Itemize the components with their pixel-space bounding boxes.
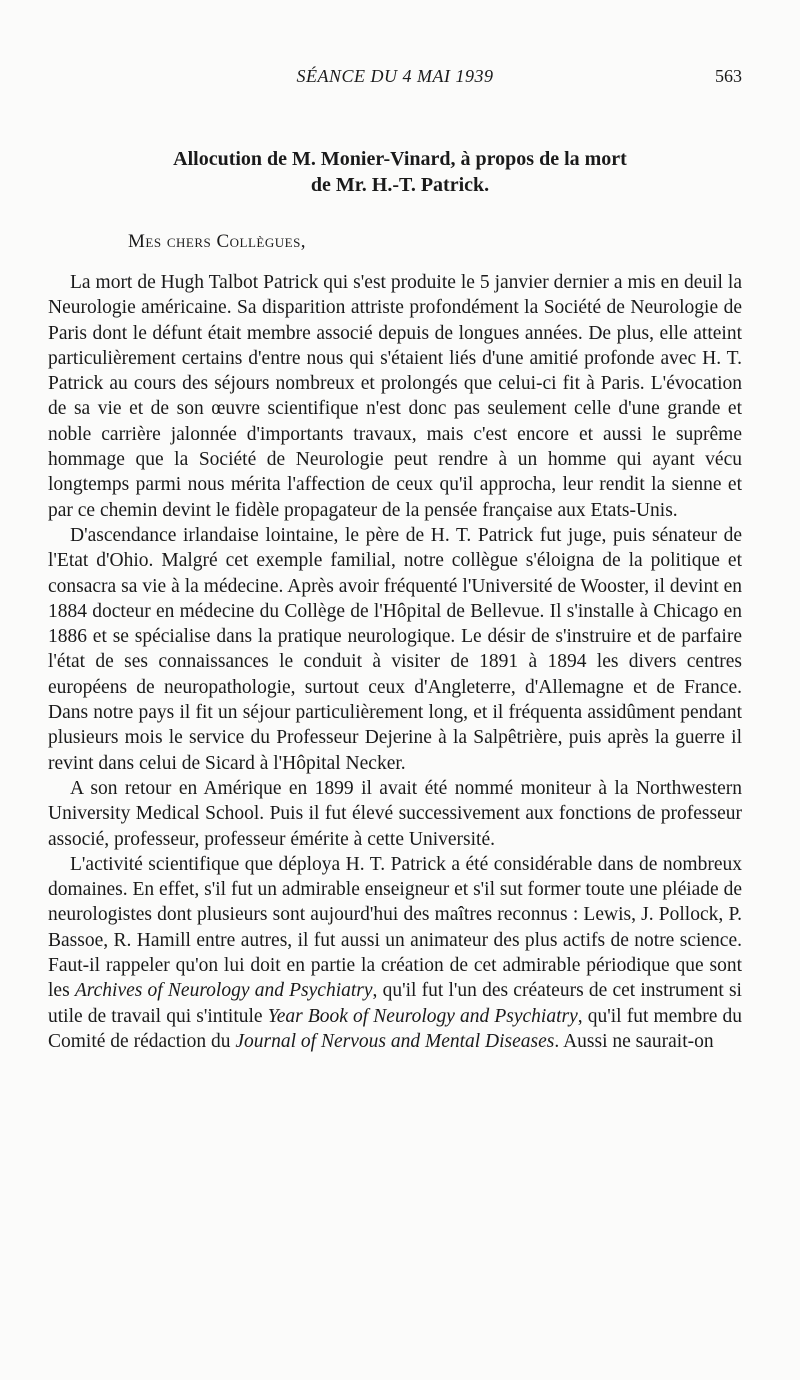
journal-title-nervous-mental: Journal of Nervous and Mental Diseases	[235, 1030, 555, 1052]
paragraph-4	[48, 852, 742, 1054]
paragraph-4-text-b: , qu'il fut l'un des créateurs de cet instrument si utile de travail qui s'intitule	[48, 980, 742, 1027]
journal-title-archives: Archives of Neurology and Psychiatry	[74, 980, 373, 1002]
journal-title-year-book: Year Book of Neurology and Psychiatry	[267, 1005, 578, 1027]
page-number: 563	[715, 66, 742, 86]
paragraph-2: D'ascendance irlandaise lointaine, le père de H. T. Patrick fut juge, puis sénateur de l'Etat d'Ohio. Malgré cet exemple familial, notre collègue s'éloigna de la politique et consacra sa vie à la médecine. Après avoir fréquenté l'Université de Wooster, il devint en 1884 docteur en médecine du Collège de l'Hôpital de Bellevue. Il s'installe à Chicago en 1886 et se spécialise dans la pratique neurologique. Le désir de s'instruire et de parfaire l'état de ses connaissances le conduit à visiter de 1891 à 1894 les divers centres européens de neuropathologie, surtout ceux d'Angleterre, d'Allemagne et de France. Dans notre pays il fit un séjour particulièrement long, et il fréquenta assidûment pendant plusieurs mois le service du Professeur Dejerine à la Salpêtrière, puis après la guerre il revint dans celui de Sicard à l'Hôpital Necker.	[48, 524, 742, 774]
paragraph-4-text-a: L'activité scientifique que déploya H. T. Patrick a été considérable dans de nombreux domaines. En effet, s'il fut un admirable enseigneur et s'il sut former toute une pléiade de neurologistes dont plusieurs sont aujourd'hui des maîtres reconnus : Lewis, J. Pollock, P. Bassoe, R. Hamill entre autres, il fut aussi un animateur des plus actifs de notre science. Faut-il rappeler qu'on lui doit en partie la création de cet admirable périodique que sont les	[48, 853, 742, 1002]
paragraph-1: La mort de Hugh Talbot Patrick qui s'est produite le 5 janvier dernier a mis en deuil la Neurologie américaine. Sa disparition attriste profondément la Société de Neurologie de Paris dont le défunt était membre associé depuis de longues années. De plus, elle atteint particulièrement certains d'entre nous qui s'étaient liés d'une amitié profonde avec H. T. Patrick au cours des séjours nombreux et prolongés que celui-ci fit à Paris. L'évocation de sa vie et de son œuvre scientifique n'est donc pas seulement celle d'une grande et noble carrière jalonnée d'importants travaux, mais c'est encore et aussi le suprême hommage que la Société de Neurologie peut rendre à un homme qui ayant vécu longtemps parmi nous mérita l'affection de ceux qu'il approcha, leur rendit la sienne et par ce chemin devint le fidèle propagateur de la pensée française aux Etats-Unis.	[48, 272, 742, 521]
paragraph-4-text-c: , qu'il fut membre du Comité de rédaction du	[48, 1005, 742, 1052]
running-title: SÉANCE DU 4 MAI 1939	[296, 66, 494, 86]
salutation: Mes chers Collègues,	[128, 231, 307, 252]
running-head	[48, 66, 742, 90]
paragraph-3: A son retour en Amérique en 1899 il avait été nommé moniteur à la Northwestern University Medical School. Puis il fut élevé successivement aux fonctions de professeur associé, professeur, professeur émérite à cette Université.	[48, 777, 742, 850]
article-title-line-1: Allocution de M. Monier-Vinard, à propos de la mort	[173, 148, 627, 170]
article-title-line-2: de Mr. H.-T. Patrick.	[310, 174, 490, 196]
paragraph-4-text-d: . Aussi ne saurait-on	[554, 1030, 714, 1052]
article-body	[48, 270, 742, 1054]
article-title	[70, 146, 730, 198]
